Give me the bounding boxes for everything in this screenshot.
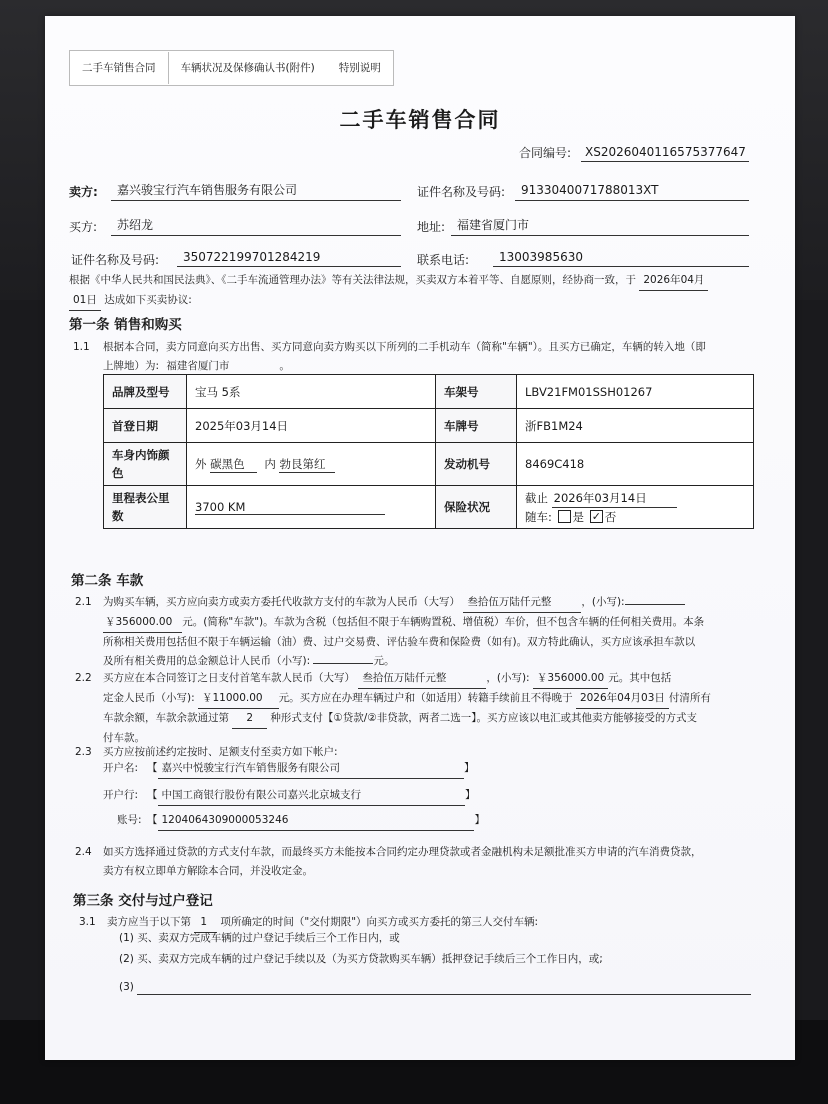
registration-place: 福建省厦门市 [162,357,279,377]
clause-1-1-text-2: 上牌地）为: [103,360,160,372]
deposit-amount: ￥11000.00 [198,689,279,709]
clause-1-1-number: 1.1 [73,341,90,353]
account-bank-row: 【 中国工商银行股份有限公司嘉兴北京城支行 】 [147,786,487,806]
interior-prefix: 内 [264,456,276,471]
clause-2-1-number: 2.1 [75,596,92,608]
address: 福建省厦门市 [457,218,530,232]
with-car-yes-checkbox[interactable] [558,510,571,523]
interior-color: 勃艮第红 [279,456,335,473]
tab-special-notes[interactable]: 特别说明 [338,62,381,74]
clause-2-2-text-2: 元。其中包括 [608,672,672,684]
with-car-yes-label: 是 [572,509,585,524]
clause-3-1-text: 卖方应当于以下第 [107,916,191,928]
buyer-label: 买方: [69,220,98,234]
plate-label: 车牌号 [436,409,517,443]
clause-3-1-number: 3.1 [79,916,96,928]
intro-date: 2026年04月 [639,271,708,291]
insurance-value [517,486,754,529]
clause-2-2-text-5: 车款余额，车款余款通过第 [103,712,229,724]
first-payment-upper: 叁拾伍万陆仟元整 [358,669,486,689]
clause-1-1 [103,338,763,377]
intro-text: 根据《中华人民共和国民法典》、《二手车流通管理办法》等有关法律法规，买卖双方本着平等、自愿原则，经协商一致，于 [69,274,636,286]
engine-label: 发动机号 [436,443,517,486]
account-name: 嘉兴中悦骏宝行汽车销售服务有限公司 [158,759,465,779]
contract-page [45,16,795,1060]
buyer-id-label: 证件名称及号码: [71,253,160,267]
clause-2-1-text-4: 及所有相关费用的总金额总计人民币（小写): [103,655,311,667]
mileage-label: 里程表公里数 [104,486,187,529]
buyer-name: 苏绍龙 [117,218,154,232]
section-2-title: 第二条 车款 [71,573,144,589]
clause-2-2-text-3: 元。买方应在办理车辆过户和（如适用）转籍手续前且不得晚于 [278,692,573,704]
clause-2-2-text-4: 付清所有 [668,692,711,704]
clause-2-2 [103,669,763,748]
clause-2-2-text-6: 种形式支付【①贷款/②非贷款，两者二选一】。买方应该以电汇或其他卖方能够接受的方式支 [270,712,697,724]
tab-vehicle-condition[interactable]: 车辆状况及保修确认书(附件) [180,62,315,74]
clause-2-4 [103,843,773,881]
clause-2-2-number: 2.2 [75,672,92,684]
with-car-no-label: 否 [604,509,617,524]
clause-2-4-text: 如买方选择通过贷款的方式支付车款，而最终买方未能按本合同约定办理贷款或者金融机构未足额批准买方申请的汽车消费贷款， [103,846,702,858]
color-value [187,443,436,486]
price-amount: ￥356000.00 [103,613,182,633]
insurance-until-prefix: 截止 [525,490,548,505]
account-name-label: 开户名: [103,762,139,774]
clause-2-2-small-label: ，(小写): [486,672,530,684]
tab-sales-contract[interactable]: 二手车销售合同 [70,52,169,84]
plate-value: 浙FB1M24 [517,409,754,443]
account-no-row: 【 1204064309000053246 】 [147,811,487,831]
delivery-option-2: (2) 买、卖双方完成车辆的过户登记手续以及（为买方贷款购买车辆）抵押登记手续后三个工作日内，或; [119,953,603,965]
buyer-id: 350722199701284219 [183,250,321,264]
account-bank: 中国工商银行股份有限公司嘉兴北京城支行 [158,786,466,806]
account-name-row: 【 嘉兴中悦骏宝行汽车销售服务有限公司 】 [147,759,487,779]
phone: 13003985630 [499,250,583,264]
seller-name: 嘉兴骏宝行汽车销售服务有限公司 [117,183,298,197]
clause-3-1-text-2: 项所确定的时间（"交付期限"）向买方或买方委托的第三人交付车辆: [220,916,539,928]
vehicle-table [103,374,754,529]
with-car-no-checkbox[interactable] [590,510,603,523]
clause-2-1-end: 元。 [373,655,395,667]
brand-label: 品牌及型号 [104,375,187,409]
page-title: 二手车销售合同 [339,108,501,132]
vin-label: 车架号 [436,375,517,409]
show-through-texture [425,46,775,156]
clause-2-2-end: 付车款。 [103,732,145,744]
clause-1-1-end: 。 [279,360,290,372]
clause-2-1-text-2: 元。(简称"车款")。车款为含税（包括但不限于车辆购置税、增值税）车价，但不包含车辆的任何相关费用。本条 [182,616,705,628]
intro-text-end: 达成如下买卖协议: [104,294,192,306]
clause-2-3-text: 买方应按前述约定按时、足额支付至卖方如下帐户: [103,746,338,758]
section-1-title: 第一条 销售和购买 [69,317,182,333]
clause-2-1-text: 为购买车辆，买方应向卖方或卖方委托代收款方支付的车款为人民币（大写） [103,596,460,608]
first-payment-amount: ￥356000.00 [533,669,608,689]
mileage-value [187,486,436,529]
delivery-option-1: (1) 买、卖双方完成车辆的过户登记手续后三个工作日内，或 [119,932,400,944]
delivery-option-3: (3) [119,981,134,993]
payment-method: 2 [232,709,267,729]
delivery-option: 1 [194,913,217,933]
contract-number: XS2026040116575377647 [585,145,746,159]
clause-2-1-small-label: ，(小写): [581,596,625,608]
seller-label: 卖方: [69,185,98,199]
document-tabs [69,50,394,86]
clause-2-1-text-3: 所称相关费用包括但不限于车辆运输（油）费、过户交易费、评估验车费和保险费（如有)。双方特此确认，买方应该承担车款以 [103,636,696,648]
intro-day: 01日 [69,291,101,311]
brand-value: 宝马 5系 [187,375,436,409]
reg-date-label: 首登日期 [104,409,187,443]
account-no-label: 账号: [117,814,142,826]
clause-2-4-number: 2.4 [75,846,92,858]
mileage: 3700 KM [195,500,385,515]
account-number: 1204064309000053246 [158,811,475,831]
intro-paragraph [69,271,779,311]
clause-2-4-text-2: 卖方有权立即单方解除本合同，并没收定金。 [103,865,313,877]
vin-value: LBV21FM01SSH01267 [517,375,754,409]
clause-2-1 [103,593,763,671]
contract-number-label: 合同编号: [519,146,572,160]
clause-1-1-text: 根据本合同，卖方同意向买方出售、买方同意向卖方购买以下所列的二手机动车（简称"车辆"）。且买方已确定，车辆的转入地（即 [103,341,706,353]
address-label: 地址: [417,220,446,234]
insurance-until: 2026年03月14日 [552,489,677,508]
exterior-color: 碳黑色 [210,456,257,473]
exterior-prefix: 外 [195,456,207,471]
color-label: 车身内饰颜色 [104,443,187,486]
clause-2-2-deposit-label: 定金人民币（小写): [103,692,195,704]
clause-2-3-number: 2.3 [75,746,92,758]
insurance-label: 保险状况 [436,486,517,529]
seller-id-label: 证件名称及号码: [417,185,506,199]
seller-id: 9133040071788013XT [521,183,659,197]
phone-label: 联系电话: [417,253,470,267]
section-3-title: 第三条 交付与过户登记 [73,893,213,909]
account-bank-label: 开户行: [103,789,139,801]
payment-deadline: 2026年04月03日 [576,689,669,709]
reg-date-value: 2025年03月14日 [187,409,436,443]
clause-2-2-text: 买方应在本合同签订之日支付首笔车款人民币（大写） [103,672,355,684]
with-car-label: 随车: [525,509,552,524]
engine-value: 8469C418 [517,443,754,486]
price-upper: 叁拾伍万陆仟元整 [463,593,581,613]
